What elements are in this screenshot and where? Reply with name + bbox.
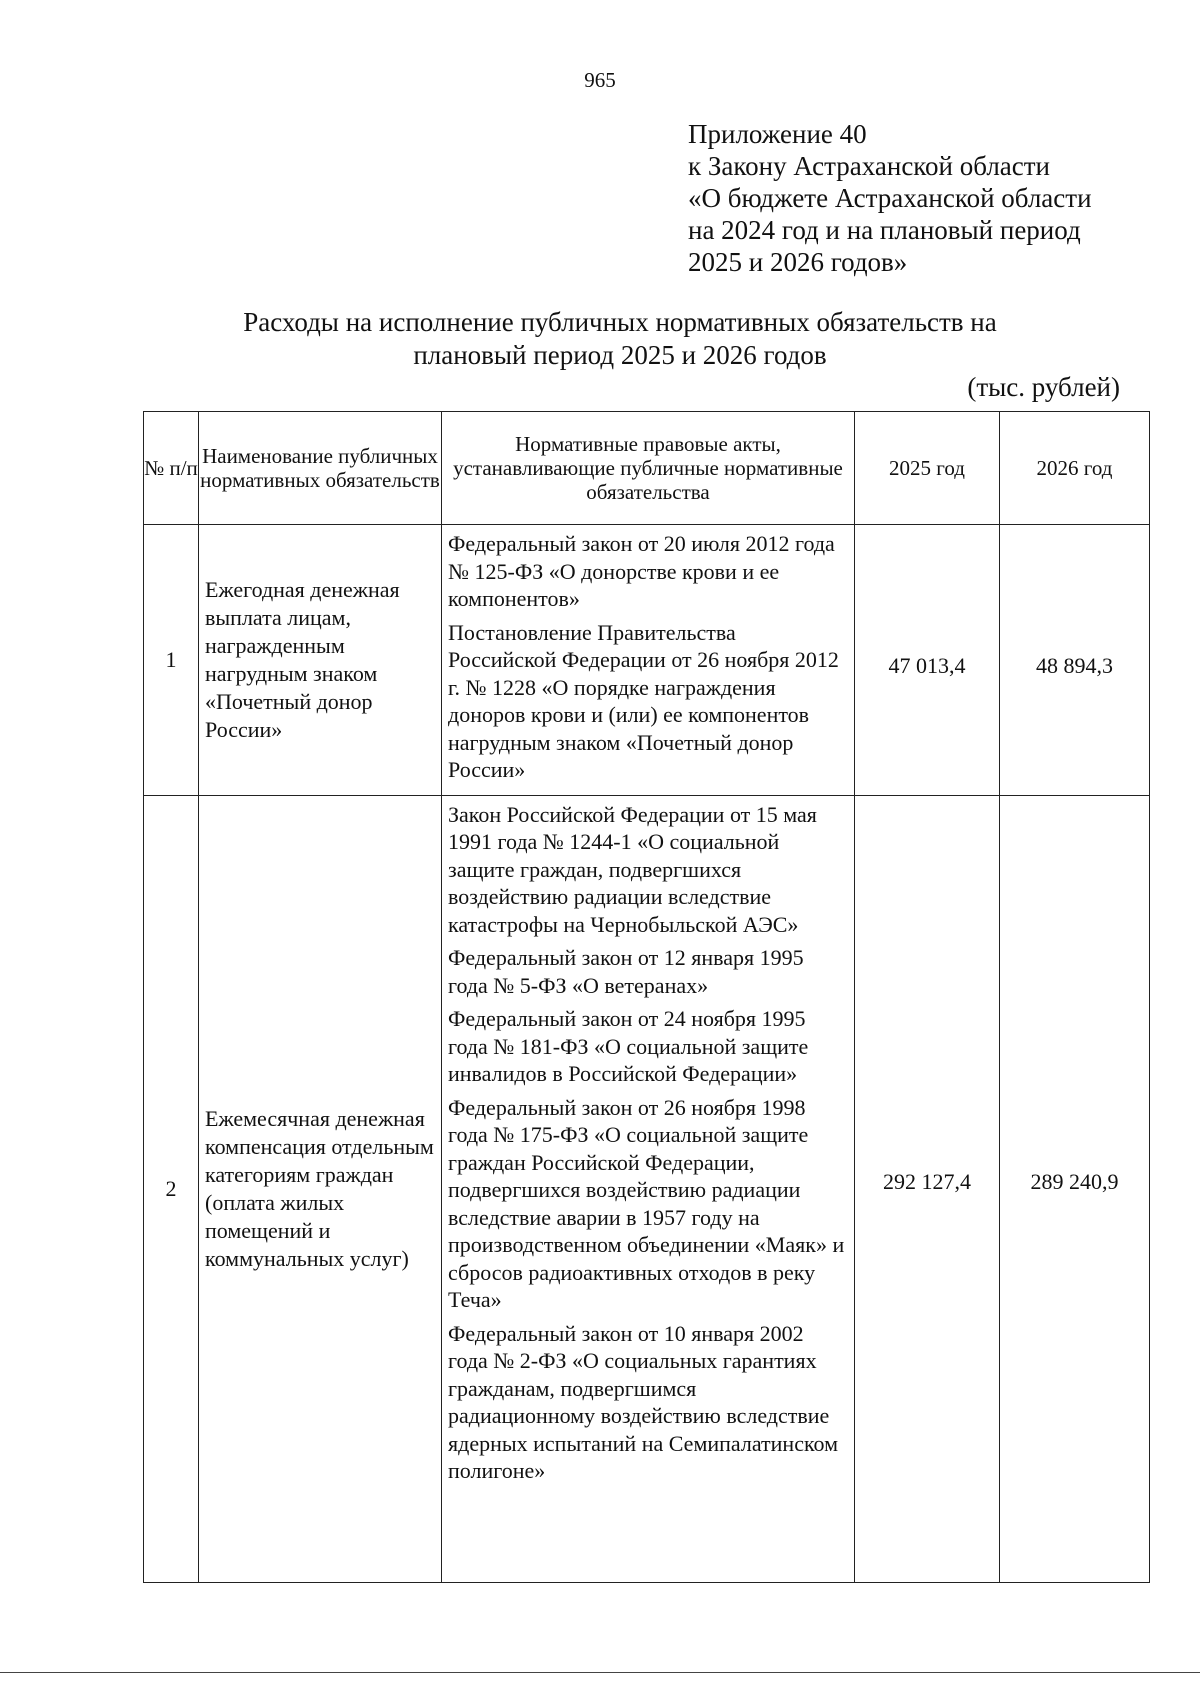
document-title — [170, 306, 1070, 372]
legal-act: Федеральный закон от 26 ноября 1998 года № 175-ФЗ «О социальной защите граждан Российской Федерации, подвергшихся воздействию радиации вследствие аварии в 1957 году на производственном объединении «Маяк» и сбросов радиоактивных отходов в реку Теча» — [448, 1094, 845, 1312]
appendix-line: 2025 и 2026 годов» — [688, 247, 908, 277]
value-2025: 47 013,4 — [855, 525, 1000, 796]
row-number: 1 — [144, 525, 199, 796]
header-name: Наименование публичных нормативных обязательств — [199, 412, 442, 525]
legal-act: Федеральный закон от 12 января 1995 года № 5-ФЗ «О ветеранах» — [448, 945, 804, 998]
header-acts: Нормативные правовые акты, устанавливающие публичные нормативные обязательства — [442, 412, 855, 525]
legal-act: Федеральный закон от 24 ноября 1995 года № 181-ФЗ «О социальной защите инвалидов в Российской Федерации» — [448, 1006, 809, 1086]
page-number: 965 — [584, 68, 616, 92]
obligations-table — [143, 411, 1150, 1583]
legal-act: Постановление Правительства Российской Федерации от 26 ноября 2012 г. № 1228 «О порядке награждения доноров крови и (или) ее компонентов нагрудным знаком «Почетный донор России» — [448, 619, 839, 782]
appendix-line: «О бюджете Астраханской области — [688, 183, 1092, 213]
table-header-row — [144, 412, 1150, 525]
obligation-name: Ежегодная денежная выплата лицам, награжденным нагрудным знаком «Почетный донор России» — [199, 525, 442, 796]
value-2026: 48 894,3 — [1000, 525, 1150, 796]
value-2026: 289 240,9 — [1000, 795, 1150, 1582]
legal-act: Федеральный закон от 20 июля 2012 года № 125-ФЗ «О донорстве крови и ее компонентов» — [448, 531, 835, 611]
page-bottom-rule — [0, 1672, 1200, 1673]
appendix-line: к Закону Астраханской области — [688, 151, 1051, 181]
appendix-line: на 2024 год и на плановый период — [688, 215, 1081, 245]
appendix-header — [688, 118, 1092, 278]
legal-acts-cell — [442, 525, 855, 796]
table-row — [144, 525, 1150, 796]
legal-act: Федеральный закон от 10 января 2002 года № 2-ФЗ «О социальных гарантиях гражданам, подвергшимся радиационному воздействию вследствие ядерных испытаний на Семипалатинском полигоне» — [448, 1320, 839, 1483]
legal-acts-cell — [442, 795, 855, 1582]
table-row — [144, 795, 1150, 1582]
row-number: 2 — [144, 795, 199, 1582]
obligation-name: Ежемесячная денежная компенсация отдельным категориям граждан (оплата жилых помещений и коммунальных услуг) — [199, 795, 442, 1582]
header-2026: 2026 год — [1000, 412, 1150, 525]
title-line-2: плановый период 2025 и 2026 годов — [413, 340, 827, 370]
legal-act: Закон Российской Федерации от 15 мая 1991 года № 1244-1 «О социальной защите граждан, подвергшихся воздействию радиации вследствие катастрофы на Чернобыльской АЭС» — [448, 801, 817, 937]
value-2025: 292 127,4 — [855, 795, 1000, 1582]
header-num: № п/п — [144, 412, 199, 525]
header-2025: 2025 год — [855, 412, 1000, 525]
title-line-1: Расходы на исполнение публичных нормативных обязательств на — [243, 307, 997, 337]
appendix-line: Приложение 40 — [688, 119, 867, 149]
units-label: (тыс. рублей) — [967, 372, 1120, 402]
